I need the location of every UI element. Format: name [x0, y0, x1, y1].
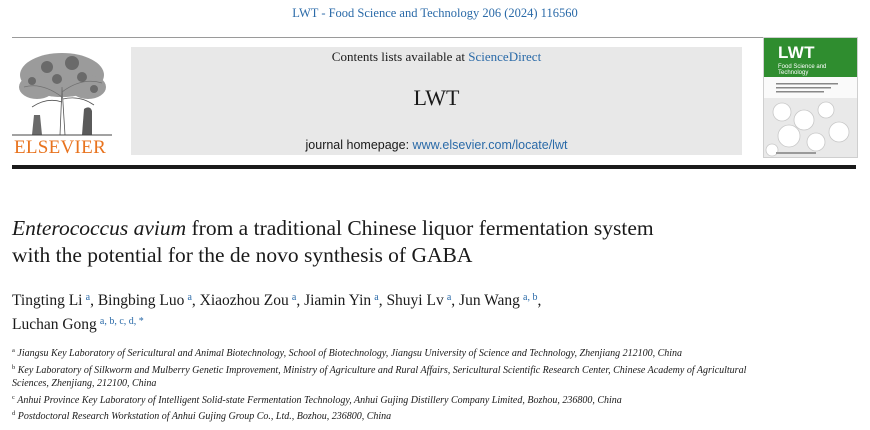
journal-banner: [131, 47, 742, 155]
author-separator: ,: [296, 292, 305, 309]
homepage-line: [131, 138, 742, 152]
author-name[interactable]: Jun Wang: [459, 292, 520, 309]
affiliation-text: Postdoctoral Research Workstation of Anhui Gujing Group Co., Ltd., Bozhou, 236800, China: [17, 411, 392, 422]
affiliation-item: [12, 361, 747, 391]
author-affiliation-mark[interactable]: a, b: [523, 292, 538, 303]
affiliation-list: [12, 344, 747, 424]
affiliation-text: Key Laboratory of Silkworm and Mulberry Genetic Improvement, Ministry of Agriculture and Rural Affairs, Sericultural Scientific Research Center, Chinese Academy of Agricultural Sciences, Zhenjiang, 212100, China: [12, 364, 747, 389]
author-affiliation-mark[interactable]: a, b, c, d, *: [99, 315, 144, 327]
sciencedirect-link[interactable]: ScienceDirect: [468, 49, 542, 64]
title-line-1: from a traditional Chinese liquor fermentation system: [186, 216, 654, 240]
author-affiliation-mark[interactable]: a: [85, 292, 91, 303]
author-affiliation-mark[interactable]: a: [446, 292, 452, 303]
author-name[interactable]: Bingbing Luo: [97, 292, 185, 309]
journal-cover[interactable]: [763, 37, 858, 158]
author-affiliation-mark[interactable]: a: [187, 292, 192, 303]
header-divider: [12, 165, 856, 169]
author-name[interactable]: Tingting Li: [12, 292, 83, 309]
elsevier-logo[interactable]: [12, 47, 112, 159]
author-separator: ,: [378, 292, 387, 309]
affiliation-item: [12, 344, 747, 361]
title-species: Enterococcus avium: [12, 216, 187, 240]
author-separator: ,: [191, 292, 200, 309]
affiliation-item: [12, 407, 747, 424]
cover-title: LWT: [778, 43, 815, 62]
author-affiliation-mark[interactable]: a: [374, 292, 379, 303]
affiliation-mark: a: [12, 347, 15, 354]
author-name[interactable]: Jiamin Yin: [304, 292, 372, 309]
affiliation-mark: d: [12, 410, 16, 417]
affiliation-mark: c: [12, 393, 15, 401]
author-name[interactable]: Xiaozhou Zou: [199, 292, 289, 309]
top-divider: [12, 37, 855, 38]
affiliation-mark: b: [12, 363, 16, 371]
contents-line: [131, 49, 742, 65]
journal-homepage-link[interactable]: www.elsevier.com/locate/lwt: [412, 138, 568, 152]
author-separator: ,: [537, 292, 542, 309]
journal-name: LWT: [413, 85, 460, 110]
affiliation-text: Anhui Province Key Laboratory of Intelligent Solid-state Fermentation Technology, Anhui Gujing Distillery Company Limited, Bozhou, 236800, China: [17, 394, 622, 406]
author-name[interactable]: Shuyi Lv: [386, 292, 444, 309]
cover-text-lines: [776, 83, 846, 95]
article-title: [12, 215, 772, 269]
tree-icon: [12, 47, 112, 137]
contents-prefix: Contents lists available at: [331, 49, 469, 64]
journal-citation[interactable]: LWT - Food Science and Technology 206 (2024) 116560: [292, 6, 578, 20]
author-list: [12, 288, 712, 335]
publisher-name: ELSEVIER: [13, 137, 107, 158]
author-affiliation-mark[interactable]: a: [291, 292, 297, 303]
author-separator: ,: [451, 292, 460, 309]
author-separator: ,: [90, 292, 98, 309]
cover-subtitle: Food Science and Technology: [778, 64, 827, 76]
homepage-prefix: journal homepage:: [305, 138, 413, 152]
corresponding-author-name[interactable]: Luchan Gong: [12, 315, 97, 333]
title-line-2: with the potential for the de novo synthesis of GABA: [12, 243, 473, 267]
affiliation-text: Jiangsu Key Laboratory of Sericultural and Animal Biotechnology, School of Biotechnology, Jiangsu University of Science and Technology, Zhenjiang 212100, China: [17, 348, 683, 359]
cover-image: [764, 98, 857, 157]
affiliation-item: [12, 391, 747, 408]
